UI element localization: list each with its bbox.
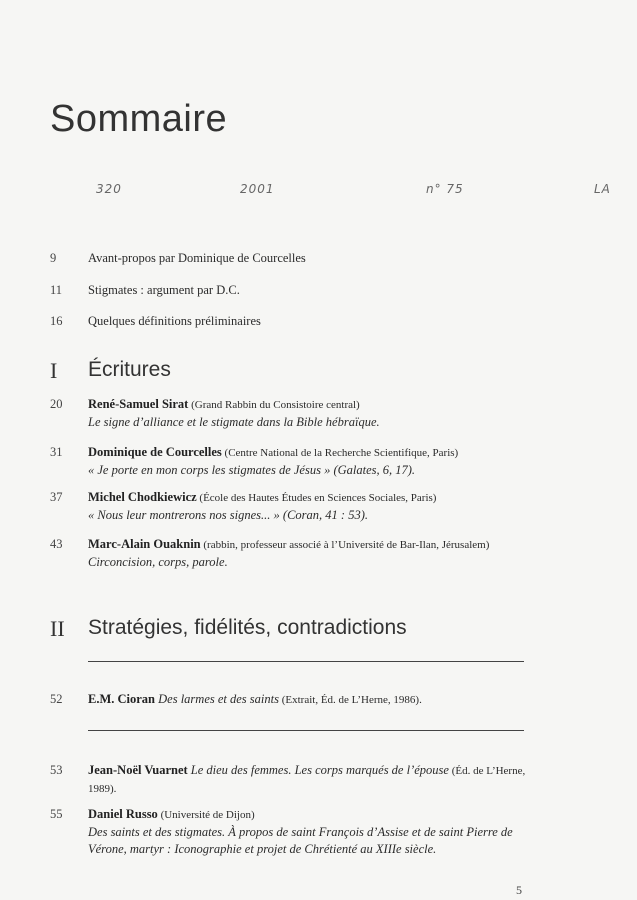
entry-work-title: Des saints et des stigmates. À propos de saint François d’Assise et de saint Pierre de Vérone, martyr : Iconographie et projet de Chrétienté au XIIIe siècle. (88, 825, 513, 856)
handwritten-note: LA (594, 182, 611, 196)
entry-work-title: Circoncision, corps, parole. (88, 555, 228, 569)
entry-author: Dominique de Courcelles (88, 445, 222, 459)
entry-affiliation: (rabbin, professeur associé à l’Université de Bar-Ilan, Jérusalem) (200, 539, 490, 551)
entry-page-number: 37 (50, 490, 63, 504)
page-title: Sommaire (50, 98, 228, 140)
handwritten-note: 2001 (240, 182, 275, 196)
section-numeral: II (50, 616, 65, 641)
entry-work-title: Le dieu des femmes. Les corps marqués de l’épouse (190, 763, 449, 777)
entry-author: Jean-Noël Vuarnet (88, 763, 188, 777)
entry-author: Marc-Alain Ouaknin (88, 537, 201, 551)
entry-page-number: 11 (50, 283, 63, 297)
entry-page-number: 16 (50, 314, 63, 328)
entry-affiliation: (Extrait, Éd. de L’Herne, 1986). (278, 694, 422, 706)
entry-affiliation: (Centre National de la Recherche Scientifique, Paris) (221, 447, 459, 459)
entry-page-number: 31 (50, 445, 63, 459)
handwritten-note: 320 (96, 182, 122, 196)
entry-work-title: « Je porte en mon corps les stigmates de Jésus » (Galates, 6, 17). (88, 463, 416, 477)
section-title: Écritures (88, 358, 171, 381)
entry-work-title: « Nous leur montrerons nos signes... » (Coran, 41 : 53). (88, 508, 368, 522)
section-title: Stratégies, fidélités, contradictions (88, 616, 407, 639)
entry-text: Stigmates : argument par D.C. (88, 283, 240, 297)
entry-author: E.M. Cioran (88, 692, 156, 706)
entry-author: Michel Chodkiewicz (88, 490, 197, 504)
entry-author: Daniel Russo (88, 807, 158, 821)
entry-page-number: 55 (50, 807, 63, 821)
entry-page-number: 43 (50, 537, 63, 551)
entry-work-title: Le signe d’alliance et le stigmate dans la Bible hébraïque. (88, 415, 380, 429)
entry-affiliation: (Université de Dijon) (157, 809, 255, 821)
entry-text: Avant-propos par Dominique de Courcelles (88, 251, 306, 265)
entry-page-number: 9 (50, 251, 57, 265)
entry-page-number: 20 (50, 397, 63, 411)
page-number: 5 (516, 883, 522, 897)
entry-affiliation: (Éd. de L’Herne, 1989). (88, 765, 526, 795)
handwritten-note: n° 75 (426, 182, 464, 196)
entry-work-title: Des larmes et des saints (158, 692, 279, 706)
section-numeral: I (50, 358, 58, 383)
divider (88, 730, 524, 731)
entry-page-number: 52 (50, 692, 63, 706)
divider (88, 661, 524, 662)
entry-author: René-Samuel Sirat (88, 397, 189, 411)
entry-page-number: 53 (50, 763, 63, 777)
entry-text: Quelques définitions préliminaires (88, 314, 261, 328)
entry-affiliation: (Grand Rabbin du Consistoire central) (188, 399, 360, 411)
entry-affiliation: (École des Hautes Études en Sciences Sociales, Paris) (196, 492, 437, 504)
